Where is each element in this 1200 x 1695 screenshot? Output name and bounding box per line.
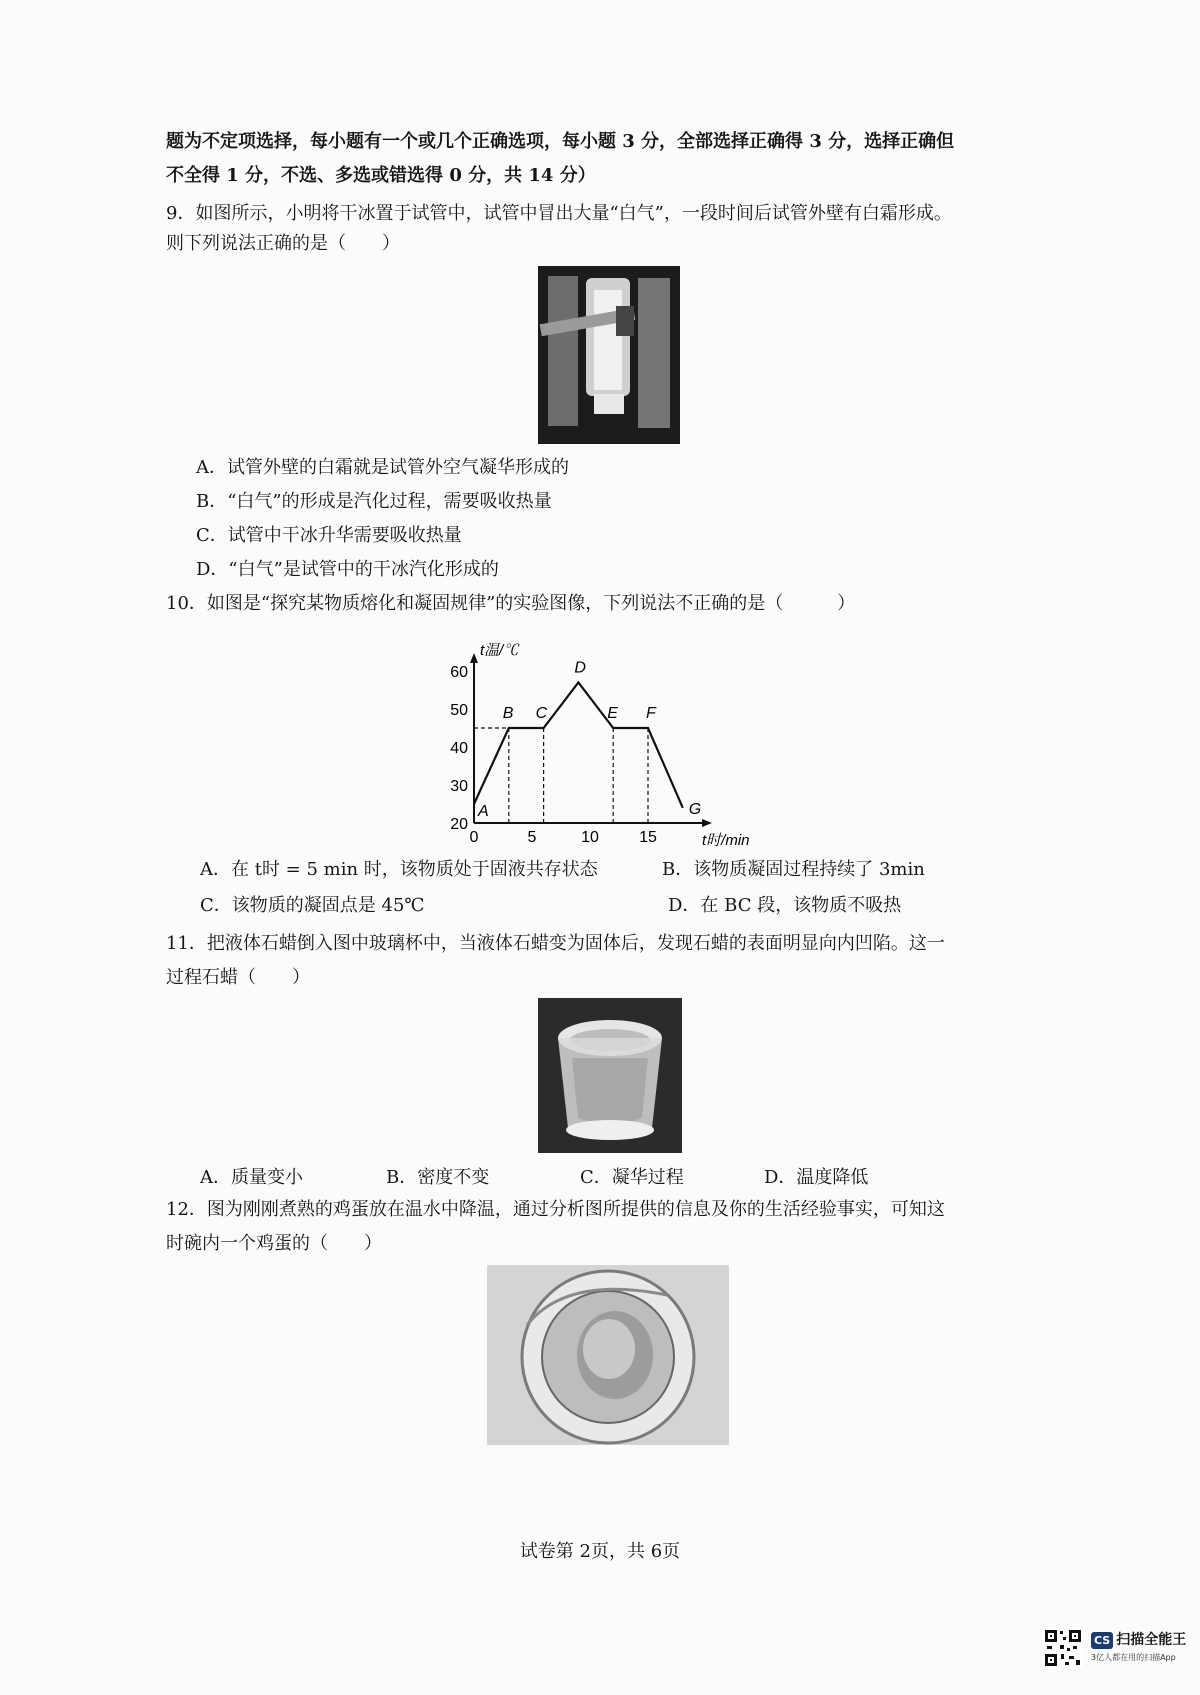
melting-curve-chart: [440, 643, 780, 848]
temperature-curve: [474, 682, 683, 807]
scanner-brand-name: 扫描全能王: [1116, 1632, 1187, 1648]
x-tick-label: 0: [469, 829, 479, 846]
q12-stem-line-2: 时碗内一个鸡蛋的（ ）: [166, 1233, 382, 1254]
page-number: 试卷第 2页，共 6页: [519, 1541, 681, 1562]
point-label: A: [478, 803, 489, 820]
instructions-line-2: 不全得 1 分，不选、多选或错选得 0 分，共 14 分）: [166, 165, 596, 186]
q9-option-d: D．“白气”是试管中的干冰汽化形成的: [196, 559, 499, 580]
x-tick-label: 15: [639, 829, 657, 846]
q12-stem-line-1: 12．图为刚刚煮熟的鸡蛋放在温水中降温，通过分析图所提供的信息及你的生活经验事实，可知这: [166, 1199, 945, 1220]
x-axis-arrow: [702, 819, 712, 827]
q10-option-a: A．在 t时 = 5 min 时，该物质处于固液共存状态: [200, 859, 598, 880]
y-tick-label: 30: [450, 778, 468, 795]
y-tick-label: 40: [450, 740, 468, 757]
q11-option-d: D．温度降低: [764, 1167, 869, 1188]
test-tube-photo: [538, 266, 680, 444]
point-label: C: [535, 705, 548, 722]
q11-stem-line-2: 过程石蜡（ ）: [166, 967, 310, 988]
point-label: F: [646, 705, 656, 722]
q9-stem-line-2: 则下列说法正确的是（ ）: [166, 233, 400, 254]
point-label: B: [502, 705, 514, 722]
paraffin-glass-photo: [538, 998, 682, 1153]
q9-stem-line-1: 9．如图所示，小明将干冰置于试管中，试管中冒出大量“白气”，一段时间后试管外壁有白霜形成。: [166, 203, 952, 224]
q9-option-c: C．试管中干冰升华需要吸收热量: [196, 525, 462, 546]
cs-logo-icon: CS: [1091, 1632, 1113, 1649]
point-label: G: [688, 800, 702, 818]
y-axis-label: t温/℃: [480, 643, 519, 659]
q11-stem-line-1: 11．把液体石蜡倒入图中玻璃杯中，当液体石蜡变为固体后，发现石蜡的表面明显向内凹陷。这一: [166, 933, 945, 954]
q10-option-b: B．该物质凝固过程持续了 3min: [662, 859, 925, 880]
q10-option-d: D．在 BC 段，该物质不吸热: [668, 895, 902, 916]
instructions-line-1: 题为不定项选择，每小题有一个或几个正确选项，每小题 3 分，全部选择正确得 3 分，选择正确但: [166, 131, 955, 152]
q9-option-a: A．试管外壁的白霜就是试管外空气凝华形成的: [196, 457, 569, 478]
scanner-brand-tagline: 3亿人都在用的扫描App: [1091, 1653, 1176, 1662]
x-axis-label: t时/min: [702, 832, 750, 848]
q11-option-c: C．凝华过程: [580, 1167, 684, 1188]
y-tick-label: 60: [450, 664, 468, 681]
q11-option-a: A．质量变小: [200, 1167, 303, 1188]
y-tick-label: 50: [450, 702, 468, 719]
qr-code-icon: [1043, 1628, 1083, 1668]
q11-option-b: B．密度不变: [386, 1167, 490, 1188]
point-label: E: [607, 705, 618, 722]
point-label: D: [574, 659, 586, 677]
scanner-brand: [1091, 1629, 1186, 1649]
q9-option-b: B．“白气”的形成是汽化过程，需要吸收热量: [196, 491, 552, 512]
egg-bowl-photo: [487, 1265, 729, 1445]
y-tick-label: 20: [450, 816, 468, 833]
y-axis-arrow: [470, 653, 478, 663]
q10-stem: 10．如图是“探究某物质熔化和凝固规律”的实验图像，下列说法不正确的是（ ）: [166, 593, 856, 614]
x-tick-label: 10: [581, 829, 599, 846]
x-tick-label: 5: [527, 829, 537, 846]
q10-option-c: C．该物质的凝固点是 45℃: [200, 895, 425, 916]
